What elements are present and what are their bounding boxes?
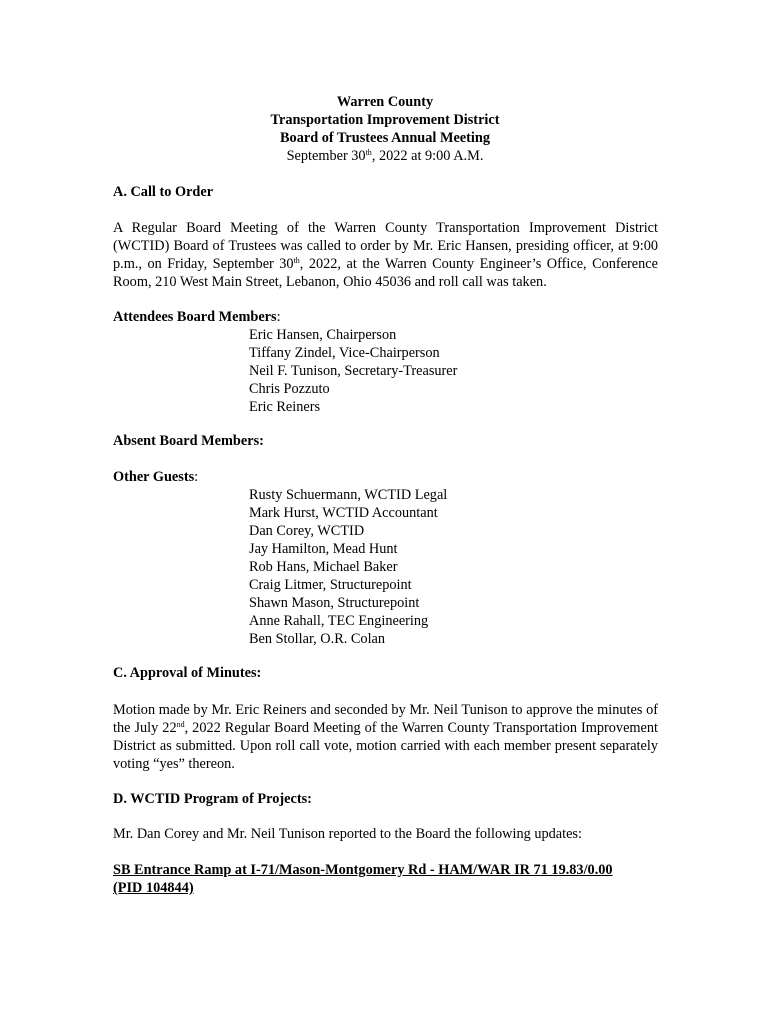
district-title: Transportation Improvement District (270, 112, 500, 128)
attendees-heading: Attendees Board Members: (113, 309, 281, 325)
list-item: Eric Reiners (249, 399, 321, 415)
list-item: Neil F. Tunison, Secretary-Treasurer (249, 363, 458, 379)
guest-list (249, 486, 447, 648)
list-item: Shawn Mason, Structurepoint (249, 595, 420, 611)
program-intro: Mr. Dan Corey and Mr. Neil Tunison reported to the Board the following updates: (113, 826, 582, 842)
list-item: Rusty Schuermann, WCTID Legal (249, 487, 448, 503)
attendee-list (249, 326, 457, 416)
approval-heading: C. Approval of Minutes: (113, 665, 262, 681)
list-item: Rob Hans, Michael Baker (249, 559, 398, 575)
county-title: Warren County (336, 94, 434, 110)
call-to-order-heading: A. Call to Order (113, 184, 214, 200)
list-item: Tiffany Zindel, Vice-Chairperson (249, 345, 440, 361)
list-item: Ben Stollar, O.R. Colan (249, 631, 386, 647)
list-item: Eric Hansen, Chairperson (249, 327, 397, 343)
project-title-line2: (PID 104844) (113, 880, 194, 896)
call-to-order-paragraph: A Regular Board Meeting of the Warren County Transportation Improvement District (WCTID) Board of Trustees was called to order by Mr. Eric Hansen, presiding officer, at 9:00 p.m., on Friday, September 30th, 2022, at the Warren County Engineer’s Office, Conference Room, 210 West Main Street, Lebanon, Ohio 45036 and roll call was taken. (113, 220, 658, 290)
list-item: Chris Pozzuto (249, 381, 330, 397)
meeting-title: Board of Trustees Annual Meeting (280, 130, 490, 146)
list-item: Mark Hurst, WCTID Accountant (249, 505, 438, 521)
program-heading: D. WCTID Program of Projects: (113, 791, 312, 807)
meeting-date: September 30th, 2022 at 9:00 A.M. (286, 148, 484, 164)
list-item: Craig Litmer, Structurepoint (249, 577, 412, 593)
list-item: Anne Rahall, TEC Engineering (249, 613, 429, 629)
approval-paragraph: Motion made by Mr. Eric Reiners and seconded by Mr. Neil Tunison to approve the minutes of the July 22nd, 2022 Regular Board Meeting of the Warren County Transportation Improvement District as submitted. Upon roll call vote, motion carried with each member present separately voting “yes” thereon. (113, 702, 659, 772)
list-item: Jay Hamilton, Mead Hunt (249, 541, 398, 557)
project-title (113, 861, 658, 897)
project-title-line1: SB Entrance Ramp at I-71/Mason-Montgomery Rd - HAM/WAR IR 71 19.83/0.00 (113, 862, 613, 878)
guests-heading: Other Guests: (113, 469, 199, 485)
document-header (0, 93, 770, 165)
absent-heading: Absent Board Members: (113, 433, 264, 449)
list-item: Dan Corey, WCTID (249, 523, 365, 539)
